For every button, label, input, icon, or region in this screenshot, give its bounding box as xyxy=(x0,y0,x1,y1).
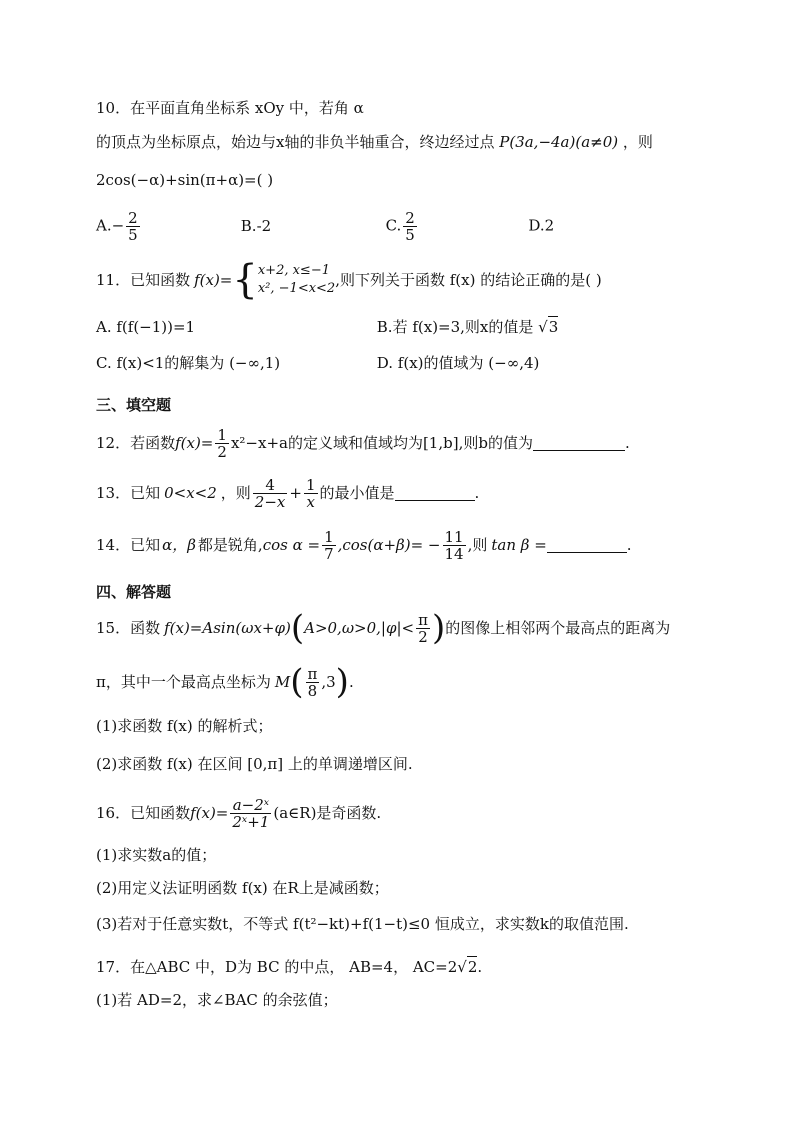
q14-stem xyxy=(96,528,632,562)
q10-option-d: D.2 xyxy=(528,216,555,235)
q13-stem xyxy=(96,476,479,510)
q15-fraction-den: 2 xyxy=(418,627,428,646)
q12-stem xyxy=(96,425,630,461)
q11-suffix: ,则下列关于函数 f(x) 的结论正确的是( ) xyxy=(335,271,602,289)
q12-function-name: f(x)= xyxy=(175,434,214,452)
q11-function-name: f(x)= xyxy=(194,271,233,289)
q15-m-paren-open: ( xyxy=(290,662,304,702)
q14-angles: α，β xyxy=(162,536,196,554)
q15-conditions: A>0,ω>0,|φ|< xyxy=(304,619,415,637)
q12-fraction-num: 1 xyxy=(217,425,227,444)
q12-answer-blank[interactable] xyxy=(533,436,625,451)
q13-then: ，则 xyxy=(220,484,251,502)
q15-m-fraction xyxy=(306,666,320,699)
q17-period: . xyxy=(477,958,483,976)
q10-stem-text-2: 的顶点为坐标原点，始边与x轴的非负半轴重合，终边经过点 xyxy=(96,133,495,151)
section-heading-answers: 四、解答题 xyxy=(96,583,172,601)
q14-cos-alpha: cos α = xyxy=(262,536,321,554)
q10-option-b: B.-2 xyxy=(240,216,272,235)
q10-line2 xyxy=(96,132,653,152)
q16-part3: (3)若对于任意实数t，不等式 f(t²−kt)+f(1−t)≤0 恒成立，求实数k的取值范围. xyxy=(96,915,629,933)
q15-paren-close: ) xyxy=(431,608,446,648)
q11-option-c: C. f(x)<1的解集为 (−∞,1) xyxy=(96,354,281,372)
q12-fraction xyxy=(215,427,229,460)
q15-stem-text: 的图像上相邻两个最高点的距离为 xyxy=(445,619,671,637)
q13-condition: 0<x<2 xyxy=(164,484,217,502)
q13-fraction-1 xyxy=(253,477,288,510)
q10-option-a-num: 2 xyxy=(128,209,138,227)
q15-stem xyxy=(96,608,670,648)
q10-expression: 2cos(−α)+sin(π+α)=( ) xyxy=(96,171,274,189)
q13-fraction-2-num: 1 xyxy=(305,475,316,494)
q10-option-a-label: A.− xyxy=(96,216,125,235)
q14-fraction-1-num: 1 xyxy=(324,527,334,546)
q11-case-2: x², −1<x<2 xyxy=(257,281,336,296)
q10-line1 xyxy=(96,98,364,118)
q15-paren-open: ( xyxy=(290,608,305,648)
q11-options-row2 xyxy=(96,353,539,373)
q14-fraction-2 xyxy=(443,529,466,562)
q10-line3 xyxy=(96,170,273,190)
q15-m-fraction-den: 8 xyxy=(307,681,318,700)
q10-option-c-num: 2 xyxy=(405,209,415,227)
q15-fraction-num: π xyxy=(418,610,428,629)
q10-stem-text-3: ，则 xyxy=(622,133,653,151)
q16-prefix: 16．已知函数 xyxy=(96,804,191,822)
q17-stem-text: 17．在△ABC 中，D为 BC 的中点， AB=4， AC=2 xyxy=(96,958,458,976)
q11-cases xyxy=(258,262,335,298)
q10-point: P(3a,−4a)(a≠0) xyxy=(499,133,619,151)
q14-period: . xyxy=(626,536,632,554)
q13-fraction-1-den: 2−x xyxy=(254,492,286,511)
q10-option-a-fraction xyxy=(126,210,140,243)
q14-tan-beta: tan β = xyxy=(491,536,547,554)
q16-function-name: f(x)= xyxy=(190,804,229,822)
q12-prefix: 12．若函数 xyxy=(96,434,176,452)
q15-line2-text: π，其中一个最高点坐标为 xyxy=(96,673,271,691)
q13-fraction-2 xyxy=(304,477,318,510)
q13-fraction-1-num: 4 xyxy=(253,477,288,494)
q15-m-fraction-num: π xyxy=(307,664,318,683)
q10-option-c-label: C. xyxy=(385,216,402,235)
q10-option-a xyxy=(96,210,236,243)
q17-radicand: 2 xyxy=(467,958,478,976)
q10-option-c-fraction xyxy=(403,210,417,243)
q15-line2 xyxy=(96,662,354,702)
q10-option-a-den: 5 xyxy=(128,226,138,244)
q12-interval: [1,b] xyxy=(422,434,459,452)
q10-option-c-den: 5 xyxy=(405,226,415,244)
q11-option-a: A. f(f(−1))=1 xyxy=(96,318,196,336)
q10-option-c xyxy=(386,210,524,243)
q16-stem xyxy=(96,794,381,832)
q11-brace: { xyxy=(232,257,258,303)
q14-prefix: 14．已知 xyxy=(96,536,161,554)
q16-fraction-den: 2ˣ+1 xyxy=(232,812,270,831)
q16-part2: (2)用定义法证明函数 f(x) 在R上是减函数； xyxy=(96,879,389,897)
q15-fraction xyxy=(416,612,430,645)
q15-m-y: ,3 xyxy=(321,673,336,691)
q11-prefix: 11．已知函数 xyxy=(96,271,191,289)
q17-part1: (1)若 AD=2，求∠BAC 的余弦值； xyxy=(96,991,338,1009)
q16-part1: (1)求实数a的值； xyxy=(96,846,217,864)
q12-period: . xyxy=(624,434,630,452)
q10-options xyxy=(96,210,554,243)
section-heading-fill-in: 三、填空题 xyxy=(96,396,172,414)
q11-option-b-radicand: 3 xyxy=(548,318,559,336)
q14-answer-blank[interactable] xyxy=(547,538,627,553)
q13-plus: + xyxy=(289,484,302,502)
q11-option-b: B.若 f(x)=3,则x的值是 √3 xyxy=(376,318,559,336)
q12-middle-text: x²−x+a的定义域和值域均为 xyxy=(230,434,423,452)
q13-period: . xyxy=(474,484,480,502)
q15-part1: (1)求函数 f(x) 的解析式； xyxy=(96,717,273,735)
q14-fraction-2-num: 11 xyxy=(444,527,464,546)
q14-then: ,则 xyxy=(467,536,488,554)
q14-fraction-1-den: 7 xyxy=(324,544,334,563)
q13-answer-blank[interactable] xyxy=(395,486,475,501)
q15-prefix: 15．函数 xyxy=(96,619,161,637)
q14-fraction-2-den: 14 xyxy=(444,544,464,563)
q13-prefix: 13．已知 xyxy=(96,484,161,502)
q11-options-row1 xyxy=(96,316,558,337)
q14-fraction-1 xyxy=(322,529,336,562)
q15-part2: (2)求函数 f(x) 在区间 [0,π] 上的单调递增区间. xyxy=(96,755,413,773)
q12-question-text: ,则b的值为 xyxy=(458,434,533,452)
q15-point-m: M xyxy=(274,673,291,691)
q16-fraction-num: a−2ˣ xyxy=(230,797,271,814)
q11-option-b-text: B.若 f(x)=3,则x的值是 xyxy=(376,318,539,336)
q10-stem-text: 10．在平面直角坐标系 xOy 中，若角 α xyxy=(96,99,364,117)
q16-fraction xyxy=(230,797,271,830)
q13-question-text: 的最小值是 xyxy=(319,484,395,502)
q14-cos-sum: ,cos(α+β)= − xyxy=(337,536,441,554)
q15-function: f(x)=Asin(ωx+φ) xyxy=(164,619,291,637)
q11-option-d: D. f(x)的值域为 (−∞,4) xyxy=(376,354,540,372)
q15-m-paren-close: ) xyxy=(335,662,349,702)
q15-line2-period: . xyxy=(348,673,354,691)
q17-stem: 17．在△ABC 中，D为 BC 的中点， AB=4， AC=2√2. xyxy=(96,958,483,976)
q12-fraction-den: 2 xyxy=(217,442,227,461)
q16-stem-text: (a∈R)是奇函数. xyxy=(273,804,382,822)
q11-case-1: x+2, x≤−1 xyxy=(257,263,330,278)
q11-stem xyxy=(96,257,602,303)
q13-fraction-2-den: x xyxy=(306,492,315,511)
q14-acute-text: 都是锐角, xyxy=(197,536,263,554)
